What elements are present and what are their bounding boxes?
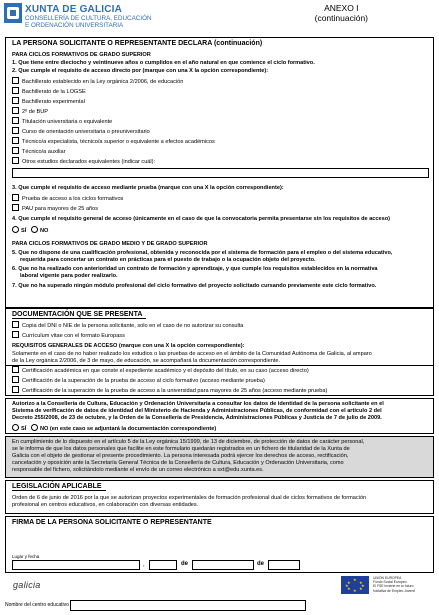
- access-option-3: [12, 97, 429, 106]
- access-option-4-checkbox[interactable]: [12, 107, 19, 114]
- authorization-yes-radio[interactable]: [12, 424, 19, 431]
- access-option-7-checkbox[interactable]: [12, 137, 19, 144]
- access-option-3-label: Bachillerato experimental: [22, 99, 85, 105]
- doc-option-1: [12, 321, 429, 330]
- access-option-8: [12, 147, 429, 156]
- data-protection-line-4: cancelación y oposición ante la Secretaría General Técnica de la Consellería de Cultura, Educación y Ordenación Universitaria, como: [12, 460, 344, 466]
- access-option-1: [12, 77, 429, 86]
- test-option-2-label: PAU para mayores de 25 años: [22, 206, 99, 212]
- declaration-item-4: 4. Que cumple el requisito general de acceso (únicamente en el caso de que la convocatoria permita presentarse sin los requisitos de acceso): [12, 216, 391, 222]
- declaration-item-2: 2. Que cumple el requisito de acceso directo por (marque con una X la opción correspondiente):: [12, 68, 269, 74]
- page-header: [4, 3, 436, 37]
- eu-text-line-1: UNIÓN EUROPEA: [373, 576, 402, 580]
- test-option-2-checkbox[interactable]: [12, 204, 19, 211]
- day-input[interactable]: [149, 560, 177, 570]
- galicia-logo: galicia: [13, 580, 41, 590]
- general-access-no-label: NO: [39, 228, 49, 234]
- department-line-1: CONSELLERÍA DE CULTURA, EDUCACIÓN: [25, 15, 152, 22]
- access-option-5-checkbox[interactable]: [12, 117, 19, 124]
- access-option-6-checkbox[interactable]: [12, 127, 19, 134]
- req-option-3-label: Certificación de la superación de la prueba de acceso a la universidad para mayores de 25 años (acceso mediante prueba): [22, 388, 328, 394]
- legislation-title: LEGISLACIÓN APLICABLE: [12, 483, 106, 491]
- declaration-item-3: 3. Que cumple el requisito de acceso mediante prueba (marque con una X la opción correspondiente):: [12, 185, 284, 191]
- doc-option-1-checkbox[interactable]: [12, 321, 19, 328]
- general-access-yes-radio[interactable]: [12, 226, 19, 233]
- test-option-1-label: Prueba de acceso a los ciclos formativos: [22, 196, 124, 202]
- access-option-3-checkbox[interactable]: [12, 97, 19, 104]
- documentation-section: [5, 308, 434, 366]
- authorization-line-1: Autorizo a la Consellería de Cultura, Educación y Ordenación Universitaria a consultar los datos de identidad de la persona solicitante en el: [12, 401, 384, 407]
- legislation-line-2: profesional en centros educativos, en colaboración con diversas entidades.: [12, 502, 199, 508]
- doc-option-2-checkbox[interactable]: [12, 331, 19, 338]
- req-option-1-checkbox[interactable]: [12, 366, 19, 373]
- test-option-1-checkbox[interactable]: [12, 194, 19, 201]
- declaration-item-5-line-2: requerida para concertar un contrato en prácticas para el puesto de trabajo o la ocupación objeto del proyecto.: [20, 257, 316, 263]
- test-option-2: [12, 204, 429, 213]
- access-option-9-checkbox[interactable]: [12, 157, 19, 164]
- legislation-section: [5, 480, 434, 514]
- mid-higher-grade-heading: PARA CICLOS FORMATIVOS DE GRADO MEDIO Y DE GRADO SUPERIOR: [12, 241, 208, 247]
- de-separator-1: de: [181, 561, 189, 567]
- comma-separator: ,: [143, 562, 145, 568]
- declaration-item-1: 1. Que tiene entre dieciocho y veintinueve años o cumplidos en el año natural en que comience el ciclo formativo.: [12, 60, 315, 66]
- req-option-2: [12, 376, 429, 385]
- declaration-section: [5, 37, 434, 308]
- requirements-text-2: de la Ley orgánica 2/2006, de 3 de mayo, de educación, se acompañará la documentación correspondiente.: [12, 358, 281, 364]
- authorization-yes-label: SÍ: [21, 426, 27, 432]
- access-option-5: [12, 117, 429, 126]
- access-option-1-label: Bachillerato establecido en la Ley orgánica 2/2006, de educación: [22, 79, 184, 85]
- access-option-4-label: 2º de BUP: [22, 109, 48, 115]
- req-option-2-checkbox[interactable]: [12, 376, 19, 383]
- eu-flag-icon: ★ ★ ★ ★ ★ ★ ★ ★: [341, 576, 369, 594]
- authorization-line-3: Decreto 255/2008, de 23 de octubre, y la Orden de la Consellería de Presidencia, Administraciones Públicas y Justicia de 7 de julio de 2009.: [12, 415, 382, 421]
- req-option-1-label: Certificación académica en que conste el expediente académico y el depósito del título, en su caso (acceso directo): [22, 368, 309, 374]
- place-date-label: Lugar y fecha: [12, 554, 40, 559]
- legislation-line-1: Orden de 6 de junio de 2016 por la que se autorizan proyectos experimentales de formación profesional dual de ciclos formativos de formación: [12, 495, 367, 501]
- data-protection-line-3: Galicia con el objeto de gestionar el presente procedimiento. La persona interesada podrá ejercer los derechos de acceso, rectificación,: [12, 453, 349, 459]
- requirements-text-1: Solamente en el caso de no haber realizado los estudios o las pruebas de acceso en el ámbito de la Comunidad Autónoma de Galicia, al amparo: [12, 351, 372, 357]
- general-access-yes-label: SÍ: [21, 228, 27, 234]
- annex-label: [315, 3, 368, 23]
- general-access-choice: [12, 226, 429, 235]
- doc-option-1-label: Copia del DNI o NIE de la persona solicitante, solo en el caso de no autorizar su consulta: [22, 323, 244, 329]
- access-option-8-checkbox[interactable]: [12, 147, 19, 154]
- declaration-item-5-line-1: 5. Que no dispone de una cualificación profesional, obtenida y reconocida por el sistema de formación para el empleo o del sistema educativo,: [12, 250, 393, 256]
- access-option-1-checkbox[interactable]: [12, 77, 19, 84]
- authorization-choice: [12, 424, 429, 433]
- req-option-2-label: Certificación de la superación de la prueba de acceso al ciclo formativo (acceso mediante prueba): [22, 378, 265, 384]
- eu-text-line-4: Iniciativa de Empleo Juvenil: [373, 588, 415, 593]
- access-option-7-label: Técnico/a especialista, técnico/a superior o equivalente a efectos académicos: [22, 139, 215, 145]
- req-option-1: [12, 366, 429, 375]
- department-line-2: E ORDENACIÓN UNIVERSITARIA: [25, 22, 124, 30]
- access-option-2-label: Bachillerato de la LOGSE: [22, 89, 86, 95]
- access-option-9-label: Otros estudios declarados equivalentes (indicar cuál):: [22, 159, 156, 165]
- department-name: [25, 15, 152, 30]
- access-option-9: [12, 157, 429, 166]
- access-option-6: [12, 127, 429, 136]
- data-protection-section: [5, 436, 434, 478]
- de-separator-2: de: [257, 561, 265, 567]
- xunta-logo-icon: [4, 3, 22, 23]
- annex-title: ANEXO I: [324, 3, 359, 13]
- higher-grade-heading: PARA CICLOS FORMATIVOS DE GRADO SUPERIOR: [12, 52, 151, 58]
- authorization-line-2: Sistema de verificación de datos de identidad del Ministerio de Hacienda y Administraciones Públicas, de conformidad con el artículo 2 del: [12, 408, 382, 414]
- year-input[interactable]: [268, 560, 300, 570]
- doc-option-2: [12, 331, 429, 340]
- declaration-item-6-line-1: 6. Que no ha realizado con anterioridad un contrato de formación y aprendizaje, y que cumple los requisitos establecidos en la normativa: [12, 266, 378, 272]
- declaration-item-7: 7. Que no ha superado ningún módulo profesional del ciclo formativo del proyecto solicitado cursando previamente este ciclo formativo.: [12, 283, 377, 289]
- access-option-4: [12, 107, 429, 116]
- eu-funding-text: [373, 576, 415, 593]
- authorization-no-label: NO (en este caso se adjuntará la documentación correspondiente): [39, 426, 217, 432]
- month-input[interactable]: [192, 560, 254, 570]
- school-name-input[interactable]: [70, 600, 306, 611]
- documentation-title: DOCUMENTACIÓN QUE SE PRESENTA: [12, 311, 146, 319]
- signature-section: [5, 516, 434, 573]
- annex-subtitle: (continuación): [314, 13, 368, 23]
- general-access-no-radio[interactable]: [31, 226, 38, 233]
- doc-option-2-label: Currículum vitae con el formato Europass: [22, 333, 125, 339]
- requirements-options: [5, 366, 434, 396]
- declaration-title: LA PERSONA SOLICITANTE O REPRESENTANTE DECLARA (continuación): [12, 40, 263, 47]
- access-option-5-label: Titulación universitaria o equivalente: [22, 119, 113, 125]
- access-option-7: [12, 137, 429, 146]
- access-option-2: [12, 87, 429, 96]
- eu-text-line-3: El FSE invierte en tu futuro: [373, 584, 414, 589]
- access-option-8-label: Técnico/a auxiliar: [22, 149, 66, 155]
- eu-text-line-2: Fondo Social Europeo: [373, 580, 407, 585]
- requirements-heading: REQUISITOS GENERALES DE ACCESO (marque con una X la opción correspondiente):: [12, 343, 245, 349]
- test-option-1: [12, 194, 429, 203]
- other-studies-input[interactable]: [12, 168, 429, 178]
- declaration-item-6-line-2: laboral vigente para poder realizarlo.: [20, 273, 118, 279]
- access-option-6-label: Curso de orientación universitaria o preuniversitario: [22, 129, 150, 135]
- req-option-3-checkbox[interactable]: [12, 386, 19, 393]
- data-protection-line-5: responsable del fichero, solicitándolo mediante el envío de un correo electrónico a sxt@edu.xunta.es.: [12, 467, 264, 473]
- req-option-3: [12, 386, 429, 395]
- place-input[interactable]: [12, 560, 140, 570]
- school-name-label: Nombre del centro educativo: [5, 602, 69, 608]
- data-protection-line-2: se le informa de que los datos personales que facilite en este formulario quedarán registrados en un fichero de titularidad de la Xunta de: [12, 446, 350, 452]
- signature-title: FIRMA DE LA PERSONA SOLICITANTE O REPRESENTANTE: [12, 519, 212, 526]
- access-option-2-checkbox[interactable]: [12, 87, 19, 94]
- brand-name: XUNTA DE GALICIA: [25, 4, 123, 15]
- page-footer: [5, 574, 434, 598]
- authorization-section: [5, 398, 434, 434]
- authorization-no-radio[interactable]: [31, 424, 38, 431]
- data-protection-line-1: En cumplimiento de lo dispuesto en el artículo 5 de la Ley orgánica 15/1999, de 13 de diciembre, de protección de datos de carácter personal,: [12, 439, 365, 445]
